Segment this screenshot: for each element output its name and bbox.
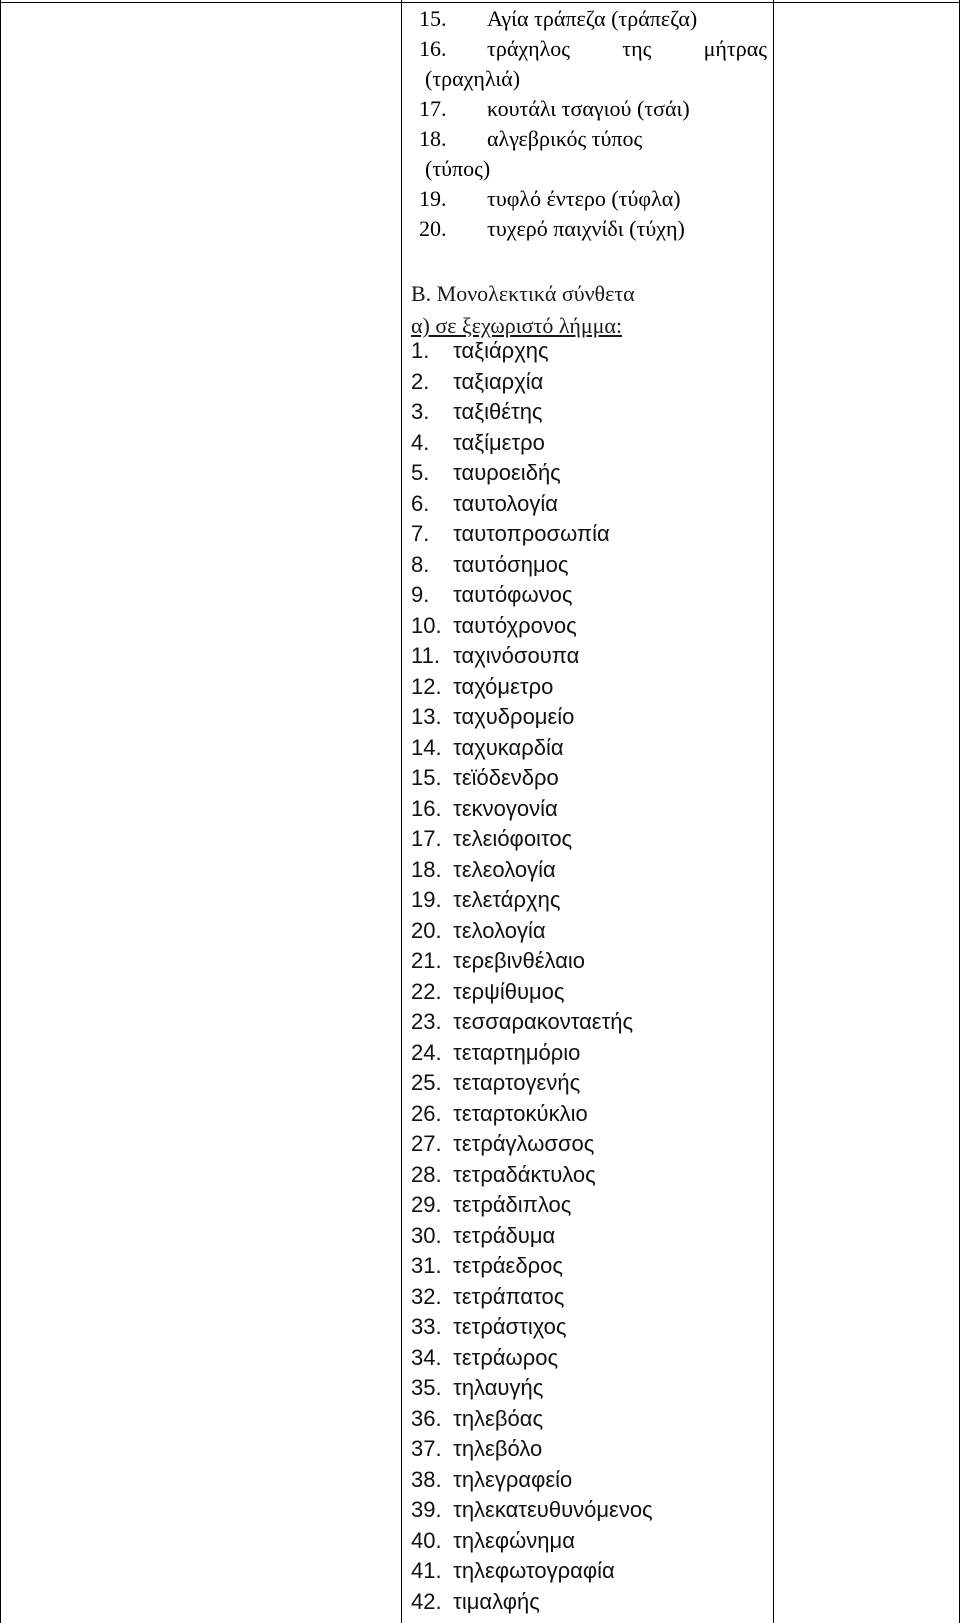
list-item [411, 946, 771, 977]
list-item [411, 1312, 771, 1343]
list-item [411, 550, 771, 581]
list-item-word: τελολογία [453, 917, 546, 943]
list-item-number: 23. [411, 1009, 442, 1034]
list-item-number: 34. [411, 1344, 442, 1370]
section-heading [411, 278, 635, 342]
list-item-word: ταχινόσουπα [453, 643, 580, 668]
list-item [411, 428, 771, 459]
list-item-number: 24. [411, 1039, 442, 1065]
list-item-word: τηλεφωτογραφία [453, 1558, 615, 1583]
list-item-number: 17. [411, 826, 442, 851]
list-item-number: 10. [411, 612, 442, 638]
list-item-text-continuation: (τύπος) [425, 156, 491, 181]
list-item-word: τερεβινθέλαιο [453, 948, 586, 973]
list-item-word: τεκνογονία [453, 795, 558, 821]
list-item [411, 916, 771, 947]
list-item-number: 19. [411, 887, 442, 912]
list-item [411, 34, 771, 94]
list-item [411, 367, 771, 398]
list-item-number: 16. [411, 795, 442, 821]
list-item-word: τηλεβόας [453, 1405, 544, 1431]
list-item [411, 1160, 771, 1191]
list-item-number: 8. [411, 551, 430, 577]
list-item-word: τετράεδρος [453, 1253, 563, 1278]
list-item [411, 1038, 771, 1069]
list-item-number: 27. [411, 1131, 442, 1156]
list-item-number: 31. [411, 1253, 442, 1278]
list-item [411, 1343, 771, 1374]
list-item [411, 1282, 771, 1313]
list-item [411, 397, 771, 428]
list-item-word: ταυτόφωνος [453, 582, 573, 607]
list-item-text: κουτάλι τσαγιού (τσάι) [487, 96, 690, 121]
list-item-number: 32. [411, 1283, 442, 1309]
column-divider-left [401, 0, 402, 1623]
list-item [411, 1465, 771, 1496]
list-item-word: τηλεγραφείο [453, 1466, 573, 1492]
list-item [411, 763, 771, 794]
list-item-number: 35. [411, 1375, 442, 1400]
list-item-word: ταυτολογία [453, 490, 558, 516]
list-item [411, 702, 771, 733]
list-item [411, 1129, 771, 1160]
list-item-number: 5. [411, 460, 430, 485]
list-item-word: τετράπατος [453, 1283, 565, 1309]
list-item-word: ταξίμετρο [453, 429, 545, 455]
list-item-number: 1. [411, 338, 430, 363]
list-item-number: 11. [411, 643, 440, 668]
list-item-word: ταυτόχρονος [453, 612, 577, 638]
list-item [411, 94, 771, 124]
list-item-word: τηλεκατευθυνόμενος [453, 1497, 653, 1522]
list-item [411, 124, 771, 184]
list-item-word: ταυροειδής [453, 460, 561, 485]
list-item [411, 1404, 771, 1435]
list-item [411, 977, 771, 1008]
list-item-word: τετραδάκτυλος [453, 1161, 596, 1187]
list-item-word: ταξιαρχία [453, 368, 544, 394]
list-item [411, 855, 771, 886]
list-item [411, 1099, 771, 1130]
list-item [411, 1007, 771, 1038]
list-item-text: Αγία τράπεζα (τράπεζα) [487, 6, 698, 31]
list-item-word: τετράστιχος [453, 1314, 567, 1339]
table-top-border [0, 2, 960, 3]
table-left-border [0, 0, 1, 1623]
list-item-number: 20. [411, 917, 442, 943]
list-item [411, 4, 771, 34]
list-item-number: 25. [411, 1070, 442, 1095]
list-item-word: ταυτόσημος [453, 551, 569, 577]
list-item-word: τιμαλφής [453, 1588, 540, 1614]
list-item [411, 1495, 771, 1526]
list-item-word: τεϊόδενδρο [453, 765, 559, 790]
list-item [411, 1190, 771, 1221]
list-item-word: τετράδιπλος [453, 1192, 572, 1217]
list-item-word: τερψίθυμος [453, 978, 565, 1004]
continued-list [411, 4, 771, 244]
list-item-word: τεταρτοκύκλιο [453, 1100, 588, 1126]
list-item-word: τηλεφώνημα [453, 1527, 575, 1553]
list-item [411, 611, 771, 642]
list-item-number: 2. [411, 368, 430, 394]
list-item-word: τηλαυγής [453, 1375, 544, 1400]
list-item-number: 40. [411, 1527, 442, 1553]
list-item [411, 214, 771, 244]
compound-word-list [411, 336, 771, 1617]
list-item-text: τυχερό παιχνίδι (τύχη) [487, 216, 685, 241]
list-item-word: ταχυκαρδία [453, 734, 564, 760]
list-item-word: ταξιάρχης [453, 338, 549, 363]
list-item [411, 885, 771, 916]
list-item-word: τετράδυμα [453, 1222, 556, 1248]
list-item-number: 14. [411, 734, 442, 760]
section-heading-subtitle: α) σε ξεχωριστό λήμμα: [411, 313, 623, 338]
list-item-text: τυφλό έντερο (τύφλα) [487, 186, 681, 211]
list-item-number: 20. [419, 216, 447, 241]
list-item [411, 489, 771, 520]
list-item [411, 336, 771, 367]
list-item-text: αλγεβρικός τύπος [487, 126, 643, 151]
list-item [411, 519, 771, 550]
list-item-number: 42. [411, 1588, 442, 1614]
list-item-number: 21. [411, 948, 442, 973]
list-item-number: 28. [411, 1161, 442, 1187]
list-item-word: τελεολογία [453, 856, 556, 882]
list-item-word: τηλεβόλο [453, 1436, 543, 1461]
list-item-word: τεταρτημόριο [453, 1039, 581, 1065]
list-item [411, 1556, 771, 1587]
list-item-word: τεσσαρακονταετής [453, 1009, 634, 1034]
list-item-number: 7. [411, 521, 430, 546]
list-item-number: 15. [419, 6, 447, 31]
list-item [411, 458, 771, 489]
list-item-text-continuation: (τραχηλιά) [425, 66, 521, 91]
list-item-number: 17. [419, 96, 447, 121]
list-item [411, 1373, 771, 1404]
list-item [411, 641, 771, 672]
list-item-word: τελετάρχης [453, 887, 561, 912]
list-item-number: 36. [411, 1405, 442, 1431]
list-item-number: 18. [411, 856, 442, 882]
list-item-number: 4. [411, 429, 430, 455]
list-item [411, 733, 771, 764]
list-item-word: ταχόμετρο [453, 673, 554, 699]
list-item-number: 37. [411, 1436, 442, 1461]
list-item-number: 12. [411, 673, 442, 699]
section-heading-title: Β. Μονολεκτικά σύνθετα [411, 281, 635, 306]
list-item [411, 794, 771, 825]
list-item [411, 1526, 771, 1557]
list-item-word: ταξιθέτης [453, 399, 543, 424]
list-item-number: 3. [411, 399, 430, 424]
list-item-word: ταχυδρομείο [453, 704, 575, 729]
list-item-number: 22. [411, 978, 442, 1004]
list-item-text: τράχηλος της μήτρας [487, 36, 767, 61]
list-item-number: 38. [411, 1466, 442, 1492]
list-item [411, 580, 771, 611]
list-item [411, 1221, 771, 1252]
list-item-number: 26. [411, 1100, 442, 1126]
list-item-word: ταυτοπροσωπία [453, 521, 610, 546]
list-item-number: 39. [411, 1497, 442, 1522]
list-item-number: 41. [411, 1558, 442, 1583]
list-item-word: τεταρτογενής [453, 1070, 581, 1095]
list-item [411, 824, 771, 855]
list-item-number: 30. [411, 1222, 442, 1248]
list-item [411, 184, 771, 214]
list-item [411, 672, 771, 703]
list-item-number: 18. [419, 126, 447, 151]
list-item-number: 29. [411, 1192, 442, 1217]
list-item [411, 1251, 771, 1282]
list-item [411, 1587, 771, 1618]
list-item-number: 15. [411, 765, 442, 790]
list-item-word: τελειόφοιτος [453, 826, 573, 851]
list-item-number: 13. [411, 704, 442, 729]
list-item-number: 19. [419, 186, 447, 211]
list-item-number: 16. [419, 36, 447, 61]
list-item-word: τετράγλωσσος [453, 1131, 595, 1156]
list-item-number: 9. [411, 582, 430, 607]
list-item-word: τετράωρος [453, 1344, 559, 1370]
column-divider-right [773, 0, 774, 1623]
list-item-number: 33. [411, 1314, 442, 1339]
list-item-number: 6. [411, 490, 430, 516]
list-item [411, 1434, 771, 1465]
list-item [411, 1068, 771, 1099]
